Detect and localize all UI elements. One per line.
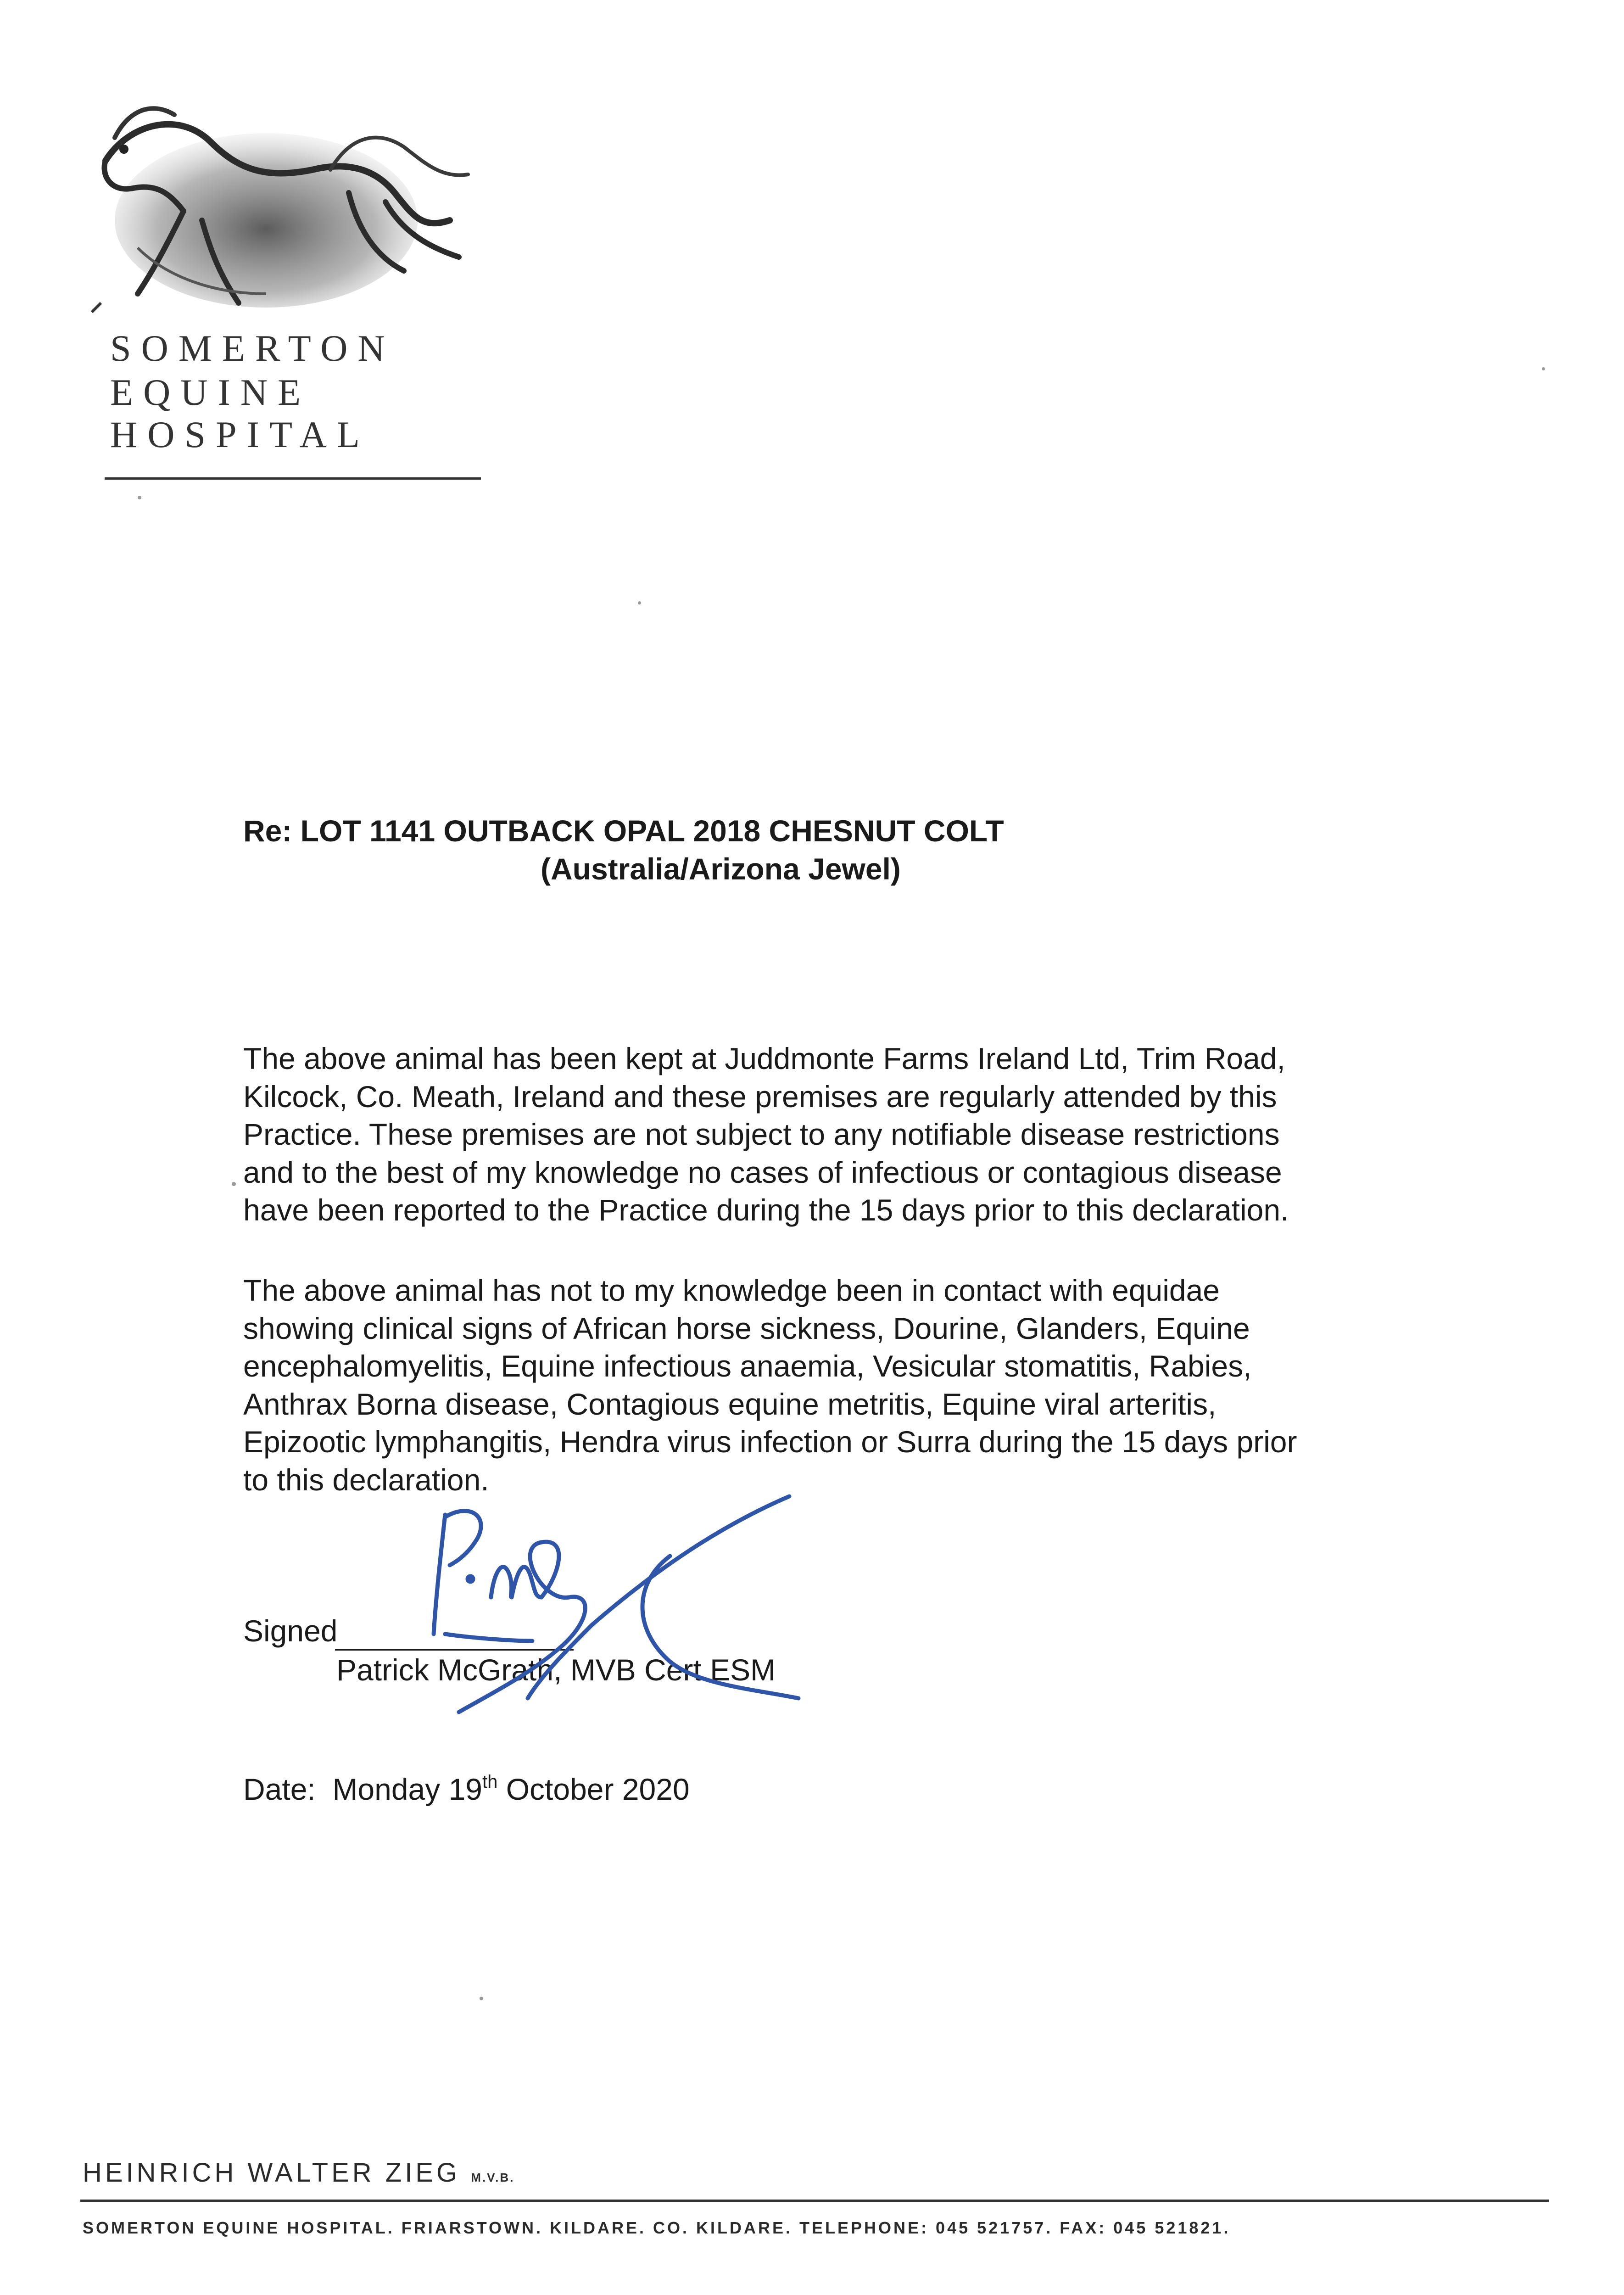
paragraph-line: Kilcock, Co. Meath, Ireland and these premises are regularly attended by this [243,1079,1277,1114]
horse-logo-icon [73,55,486,340]
footer-divider [80,2200,1549,2202]
practitioner-name: HEINRICH WALTER ZIEG [83,2158,461,2188]
date-label: Date: [243,1772,316,1806]
scan-speck [138,496,141,499]
hospital-name-line-1: SOMERTON [110,327,395,369]
paragraph-line: The above animal has not to my knowledge been in contact with equidae [243,1273,1220,1307]
practitioner-qualification: M.V.B. [471,2171,515,2184]
date-month-year: October 2020 [506,1772,690,1806]
footer-address: SOMERTON EQUINE HOSPITAL. FRIARSTOWN. KILDARE. CO. KILDARE. TELEPHONE: 045 521757. FAX: 045 521821. [83,2218,1231,2237]
paragraph-line: Epizootic lymphangitis, Hendra virus infection or Surra during the 15 days prior [243,1425,1297,1459]
premises-paragraph [243,1040,1482,1229]
hospital-name-line-2: EQUINE [110,371,311,413]
date-ordinal: th [482,1772,498,1792]
handwritten-signature [376,1483,881,1740]
date-day: 19 [448,1772,483,1806]
scan-speck [480,1997,483,2000]
paragraph-line: Practice. These premises are not subject to any notifiable disease restrictions [243,1117,1280,1151]
letterhead-divider [105,477,481,480]
paragraph-line: have been reported to the Practice during the 15 days prior to this declaration. [243,1193,1289,1227]
paragraph-line: The above animal has been kept at Juddmonte Farms Ireland Ltd, Trim Road, [243,1041,1285,1075]
paragraph-line: and to the best of my knowledge no cases of infectious or contagious disease [243,1155,1282,1189]
date-weekday: Monday [332,1772,441,1806]
paragraph-line: Anthrax Borna disease, Contagious equine metritis, Equine viral arteritis, [243,1387,1217,1421]
signer-name: Patrick McGrath, MVB Cert ESM [336,1653,776,1687]
footer-practitioner-name [83,2157,514,2188]
scan-speck [1542,367,1545,370]
disease-contact-paragraph [243,1271,1482,1499]
signed-label: Signed [243,1614,338,1648]
scan-speck [232,1182,236,1186]
paragraph-line: showing clinical signs of African horse sickness, Dourine, Glanders, Equine [243,1311,1250,1345]
declaration-date [243,1772,690,1807]
paragraph-line: to this declaration. [243,1462,489,1497]
paragraph-line: encephalomyelitis, Equine infectious anaemia, Vesicular stomatitis, Rabies, [243,1349,1252,1383]
subject-line: Re: LOT 1141 OUTBACK OPAL 2018 CHESNUT COLT [243,814,1004,848]
subject-pedigree: (Australia/Arizona Jewel) [541,852,901,886]
hospital-name-line-3: HOSPITAL [110,414,370,455]
scan-speck [638,601,641,605]
